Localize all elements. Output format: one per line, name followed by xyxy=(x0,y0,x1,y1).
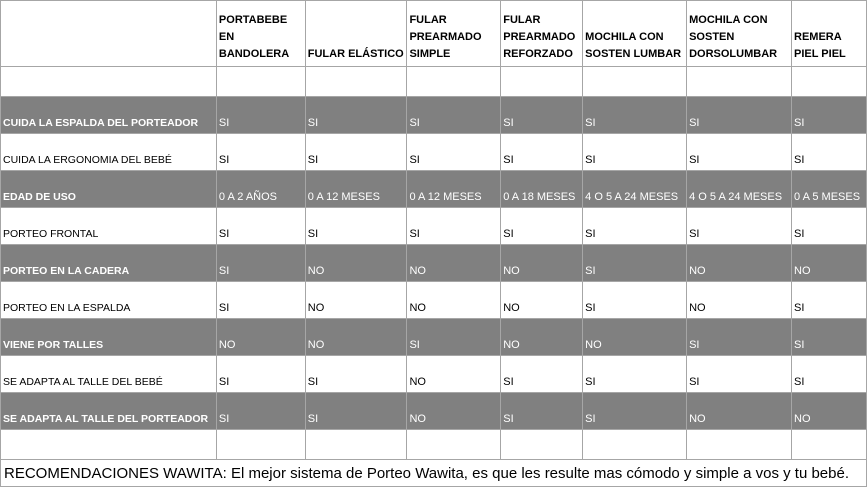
table-cell[interactable]: 4 O 5 A 24 MESES xyxy=(687,171,792,208)
table-cell[interactable]: SI xyxy=(216,97,305,134)
table-cell[interactable]: NO xyxy=(583,319,687,356)
table-cell[interactable]: SI xyxy=(687,97,792,134)
empty-cell[interactable] xyxy=(305,67,407,97)
table-cell[interactable]: 0 A 5 MESES xyxy=(792,171,867,208)
column-header[interactable]: MOCHILA CON SOSTEN DORSOLUMBAR xyxy=(687,1,792,67)
header-row xyxy=(1,1,867,67)
empty-cell[interactable] xyxy=(501,430,583,460)
row-label[interactable]: PORTEO EN LA ESPALDA xyxy=(1,282,217,319)
table-cell[interactable]: SI xyxy=(501,97,583,134)
empty-cell[interactable] xyxy=(407,430,501,460)
table-cell[interactable]: SI xyxy=(216,393,305,430)
row-label[interactable]: PORTEO EN LA CADERA xyxy=(1,245,217,282)
table-cell[interactable]: NO xyxy=(501,282,583,319)
table-cell[interactable]: NO xyxy=(687,393,792,430)
empty-cell[interactable] xyxy=(687,67,792,97)
table-cell[interactable]: SI xyxy=(792,97,867,134)
column-header[interactable]: REMERA PIEL PIEL xyxy=(792,1,867,67)
table-cell[interactable]: NO xyxy=(407,245,501,282)
table-cell[interactable]: SI xyxy=(407,134,501,171)
table-cell[interactable]: NO xyxy=(407,393,501,430)
table-cell[interactable]: SI xyxy=(216,356,305,393)
table-cell[interactable]: 0 A 18 MESES xyxy=(501,171,583,208)
table-cell[interactable]: 0 A 2 AÑOS xyxy=(216,171,305,208)
table-cell[interactable]: SI xyxy=(305,97,407,134)
table-cell[interactable]: SI xyxy=(501,134,583,171)
column-header[interactable]: FULAR ELÁSTICO xyxy=(305,1,407,67)
row-label[interactable]: SE ADAPTA AL TALLE DEL PORTEADOR xyxy=(1,393,217,430)
empty-cell[interactable] xyxy=(792,67,867,97)
table-cell[interactable]: SI xyxy=(407,208,501,245)
empty-cell[interactable] xyxy=(1,430,217,460)
table-cell[interactable]: SI xyxy=(305,356,407,393)
corner-cell[interactable] xyxy=(1,1,217,67)
footer-row xyxy=(1,460,867,487)
row-label[interactable]: SE ADAPTA AL TALLE DEL BEBÉ xyxy=(1,356,217,393)
table-cell[interactable]: NO xyxy=(501,245,583,282)
table-cell[interactable]: SI xyxy=(501,208,583,245)
empty-cell[interactable] xyxy=(792,430,867,460)
table-cell[interactable]: SI xyxy=(501,356,583,393)
table-cell[interactable]: 0 A 12 MESES xyxy=(407,171,501,208)
table-cell[interactable]: SI xyxy=(305,134,407,171)
empty-cell[interactable] xyxy=(501,67,583,97)
empty-row xyxy=(1,430,867,460)
table-cell[interactable]: NO xyxy=(305,319,407,356)
table-row xyxy=(1,393,867,430)
table-cell[interactable]: SI xyxy=(407,97,501,134)
table-cell[interactable]: SI xyxy=(583,208,687,245)
column-header[interactable]: PORTABEBE EN BANDOLERA xyxy=(216,1,305,67)
table-row xyxy=(1,134,867,171)
table-row xyxy=(1,97,867,134)
table-cell[interactable]: NO xyxy=(305,282,407,319)
table-cell[interactable]: SI xyxy=(501,393,583,430)
recommendation-text[interactable]: RECOMENDACIONES WAWITA: El mejor sistema de Porteo Wawita, es que les resulte mas cómodo y simple a vos y tu bebé. xyxy=(1,460,867,487)
column-header[interactable]: FULAR PREARMADO REFORZADO xyxy=(501,1,583,67)
table-cell[interactable]: SI xyxy=(792,356,867,393)
table-cell[interactable]: NO xyxy=(305,245,407,282)
table-cell[interactable]: NO xyxy=(792,245,867,282)
row-label[interactable]: EDAD DE USO xyxy=(1,171,217,208)
table-cell[interactable]: SI xyxy=(216,134,305,171)
table-row xyxy=(1,171,867,208)
empty-cell[interactable] xyxy=(216,67,305,97)
table-cell[interactable]: SI xyxy=(583,134,687,171)
row-label[interactable]: CUIDA LA ERGONOMIA DEL BEBÉ xyxy=(1,134,217,171)
table-row xyxy=(1,356,867,393)
table-cell[interactable]: SI xyxy=(792,134,867,171)
table-cell[interactable]: SI xyxy=(583,282,687,319)
table-row xyxy=(1,319,867,356)
table-cell[interactable]: 4 O 5 A 24 MESES xyxy=(583,171,687,208)
table-row xyxy=(1,282,867,319)
table-cell[interactable]: SI xyxy=(792,208,867,245)
table-cell[interactable]: SI xyxy=(687,356,792,393)
table-cell[interactable]: SI xyxy=(583,97,687,134)
empty-cell[interactable] xyxy=(583,67,687,97)
table-cell[interactable]: SI xyxy=(792,282,867,319)
row-label[interactable]: PORTEO FRONTAL xyxy=(1,208,217,245)
table-cell[interactable]: SI xyxy=(305,208,407,245)
table-cell[interactable]: SI xyxy=(583,356,687,393)
empty-row xyxy=(1,67,867,97)
row-label[interactable]: VIENE POR TALLES xyxy=(1,319,217,356)
table-cell[interactable]: SI xyxy=(583,393,687,430)
table-cell[interactable]: SI xyxy=(687,319,792,356)
empty-cell[interactable] xyxy=(1,67,217,97)
row-label[interactable]: CUIDA LA ESPALDA DEL PORTEADOR xyxy=(1,97,217,134)
table-cell[interactable]: NO xyxy=(407,356,501,393)
table-cell[interactable]: NO xyxy=(216,319,305,356)
table-row xyxy=(1,208,867,245)
empty-cell[interactable] xyxy=(407,67,501,97)
table-cell[interactable]: 0 A 12 MESES xyxy=(305,171,407,208)
table-cell[interactable]: SI xyxy=(583,245,687,282)
table-cell[interactable]: NO xyxy=(792,393,867,430)
table-cell[interactable]: SI xyxy=(687,134,792,171)
table-cell[interactable]: NO xyxy=(687,282,792,319)
table-cell[interactable]: SI xyxy=(407,319,501,356)
table-cell[interactable]: SI xyxy=(792,319,867,356)
table-cell[interactable]: SI xyxy=(687,208,792,245)
empty-cell[interactable] xyxy=(305,430,407,460)
empty-cell[interactable] xyxy=(687,430,792,460)
table-row xyxy=(1,245,867,282)
table-cell[interactable]: NO xyxy=(407,282,501,319)
table-cell[interactable]: SI xyxy=(216,282,305,319)
empty-cell[interactable] xyxy=(216,430,305,460)
column-header[interactable]: FULAR PREARMADO SIMPLE xyxy=(407,1,501,67)
table-cell[interactable]: NO xyxy=(501,319,583,356)
empty-cell[interactable] xyxy=(583,430,687,460)
table-cell[interactable]: SI xyxy=(216,208,305,245)
column-header[interactable]: MOCHILA CON SOSTEN LUMBAR xyxy=(583,1,687,67)
table-cell[interactable]: NO xyxy=(687,245,792,282)
table-cell[interactable]: SI xyxy=(216,245,305,282)
table-cell[interactable]: SI xyxy=(305,393,407,430)
